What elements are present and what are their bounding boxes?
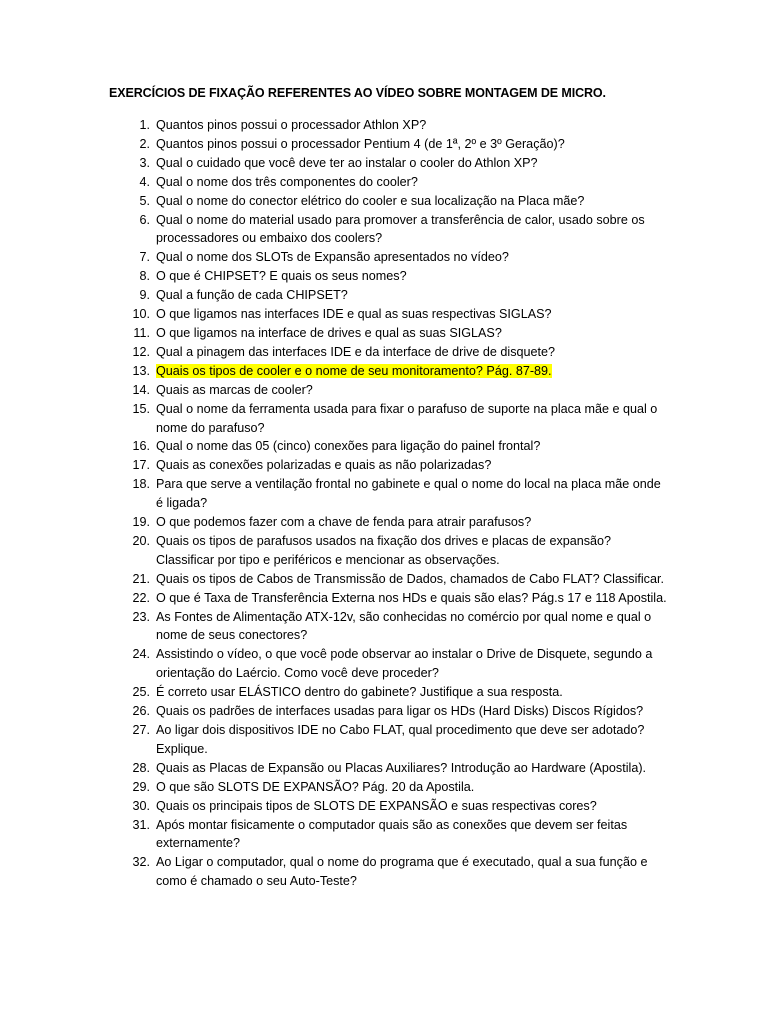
question-text: Qual o cuidado que você deve ter ao instalar o cooler do Athlon XP? bbox=[156, 155, 538, 170]
list-item bbox=[110, 778, 670, 797]
question-text: Qual o nome da ferramenta usada para fixar o parafuso de suporte na placa mãe e qual o nome do parafuso? bbox=[156, 401, 658, 435]
list-item bbox=[110, 362, 670, 381]
question-text: Quais os tipos de parafusos usados na fixação dos drives e placas de expansão? Classificar por tipo e periféricos e mencionar as observações. bbox=[156, 533, 612, 567]
question-number: 5. bbox=[139, 193, 150, 208]
list-item bbox=[110, 135, 670, 154]
question-text: Qual a pinagem das interfaces IDE e da interface de drive de disquete? bbox=[156, 344, 556, 359]
question-text: Qual o nome dos três componentes do cooler? bbox=[156, 174, 418, 189]
question-text: Quais os principais tipos de SLOTS DE EXPANSÃO e suas respectivas cores? bbox=[156, 798, 597, 813]
list-item bbox=[110, 173, 670, 192]
question-number: 3. bbox=[139, 155, 150, 170]
list-item bbox=[110, 456, 670, 475]
list-item bbox=[110, 797, 670, 816]
question-number: 23. bbox=[132, 609, 150, 624]
question-number: 28. bbox=[132, 760, 150, 775]
question-number: 25. bbox=[132, 685, 150, 700]
question-number: 2. bbox=[139, 136, 150, 151]
question-text: O que ligamos na interface de drives e qual as suas SIGLAS? bbox=[156, 325, 502, 340]
question-text: Quais as marcas de cooler? bbox=[156, 382, 313, 397]
list-item bbox=[110, 589, 670, 608]
question-number: 17. bbox=[132, 458, 150, 473]
list-item bbox=[110, 608, 670, 646]
list-item bbox=[110, 267, 670, 286]
text-highlight: Quais os tipos de cooler e o nome de seu monitoramento? Pág. 87-89. bbox=[156, 363, 552, 378]
question-number: 8. bbox=[139, 269, 150, 284]
question-text: Assistindo o vídeo, o que você pode observar ao instalar o Drive de Disquete, segundo a orientação do Laércio. Como você deve proceder? bbox=[156, 647, 653, 681]
question-text: Para que serve a ventilação frontal no gabinete e qual o nome do local na placa mãe onde é ligada? bbox=[156, 477, 661, 511]
list-item bbox=[110, 437, 670, 456]
question-text: Qual o nome do conector elétrico do cooler e sua localização na Placa mãe? bbox=[156, 193, 585, 208]
list-item bbox=[110, 721, 670, 759]
question-number: 14. bbox=[132, 382, 150, 397]
list-item bbox=[110, 324, 670, 343]
question-number: 31. bbox=[132, 817, 150, 832]
question-number: 29. bbox=[132, 779, 150, 794]
list-item bbox=[110, 400, 670, 438]
list-item bbox=[110, 211, 670, 249]
question-text: Qual o nome dos SLOTs de Expansão apresentados no vídeo? bbox=[156, 250, 509, 265]
question-text: O que ligamos nas interfaces IDE e qual as suas respectivas SIGLAS? bbox=[156, 307, 552, 322]
question-number: 21. bbox=[132, 571, 150, 586]
list-item bbox=[110, 683, 670, 702]
question-number: 15. bbox=[132, 401, 150, 416]
list-item bbox=[110, 513, 670, 532]
highlighted-question bbox=[156, 362, 670, 381]
question-text: Ao ligar dois dispositivos IDE no Cabo FLAT, qual procedimento que deve ser adotado? Explique. bbox=[156, 723, 645, 756]
question-number: 6. bbox=[139, 212, 150, 227]
question-text: Quais os tipos de Cabos de Transmissão de Dados, chamados de Cabo FLAT? Classificar. bbox=[156, 571, 664, 586]
list-item bbox=[110, 475, 670, 513]
question-number: 24. bbox=[132, 647, 150, 662]
list-item bbox=[110, 381, 670, 400]
question-text: O que é CHIPSET? E quais os seus nomes? bbox=[156, 269, 407, 284]
question-text: Quantos pinos possui o processador Athlon XP? bbox=[156, 118, 427, 132]
list-item bbox=[110, 248, 670, 267]
list-item bbox=[110, 816, 670, 854]
list-item bbox=[110, 532, 670, 570]
question-text: O que é Taxa de Transferência Externa nos HDs e quais são elas? Pág.s 17 e 118 Apostila. bbox=[156, 590, 667, 605]
list-item bbox=[110, 570, 670, 589]
question-number: 9. bbox=[139, 288, 150, 303]
question-text: Qual o nome das 05 (cinco) conexões para ligação do painel frontal? bbox=[156, 439, 541, 454]
question-number: 11. bbox=[133, 325, 150, 340]
question-number: 4. bbox=[139, 174, 150, 189]
question-number: 26. bbox=[132, 704, 150, 719]
question-number: 12. bbox=[132, 344, 150, 359]
question-text: Após montar fisicamente o computador quais são as conexões que devem ser feitas externamente? bbox=[156, 817, 628, 851]
question-number: 30. bbox=[132, 798, 150, 813]
list-item bbox=[110, 702, 670, 721]
list-item bbox=[110, 116, 670, 135]
question-text: Quais as Placas de Expansão ou Placas Auxiliares? Introdução ao Hardware (Apostila). bbox=[156, 760, 647, 775]
question-number: 27. bbox=[132, 723, 150, 737]
list-item bbox=[110, 645, 670, 683]
list-item bbox=[110, 759, 670, 778]
question-text: Qual a função de cada CHIPSET? bbox=[156, 288, 348, 303]
question-number: 20. bbox=[132, 533, 150, 548]
question-number: 1. bbox=[139, 118, 150, 132]
list-item bbox=[110, 343, 670, 362]
document-title: EXERCÍCIOS DE FIXAÇÃO REFERENTES AO VÍDEO SOBRE MONTAGEM DE MICRO. bbox=[109, 86, 606, 100]
question-number: 13. bbox=[132, 363, 150, 378]
list-item bbox=[110, 305, 670, 324]
question-text: É correto usar ELÁSTICO dentro do gabinete? Justifique a sua resposta. bbox=[156, 685, 563, 700]
question-number: 18. bbox=[132, 477, 150, 492]
question-text: Quantos pinos possui o processador Pentium 4 (de 1ª, 2º e 3º Geração)? bbox=[156, 136, 565, 151]
question-number: 32. bbox=[132, 855, 150, 870]
question-text: Quais as conexões polarizadas e quais as não polarizadas? bbox=[156, 458, 492, 473]
question-number: 22. bbox=[132, 590, 150, 605]
question-number: 10. bbox=[132, 307, 150, 322]
question-number: 19. bbox=[132, 515, 150, 530]
question-text: Quais os padrões de interfaces usadas para ligar os HDs (Hard Disks) Discos Rígidos? bbox=[156, 704, 644, 719]
question-text: Ao Ligar o computador, qual o nome do programa que é executado, qual a sua função e como é chamado o seu Auto-Teste? bbox=[156, 855, 648, 889]
question-text: O que podemos fazer com a chave de fenda para atrair parafusos? bbox=[156, 515, 532, 530]
question-text: Qual o nome do material usado para promover a transferência de calor, usado sobre os processadores ou embaixo dos coolers? bbox=[156, 212, 645, 246]
list-item bbox=[110, 286, 670, 305]
question-text: As Fontes de Alimentação ATX-12v, são conhecidas no comércio por qual nome e qual o nome de seus conectores? bbox=[156, 609, 652, 643]
question-list bbox=[110, 116, 670, 891]
question-text: O que são SLOTS DE EXPANSÃO? Pág. 20 da Apostila. bbox=[156, 779, 475, 794]
question-number: 7. bbox=[139, 250, 150, 265]
list-item bbox=[110, 154, 670, 173]
question-number: 16. bbox=[132, 439, 150, 454]
list-item bbox=[110, 192, 670, 211]
list-item bbox=[110, 853, 670, 891]
